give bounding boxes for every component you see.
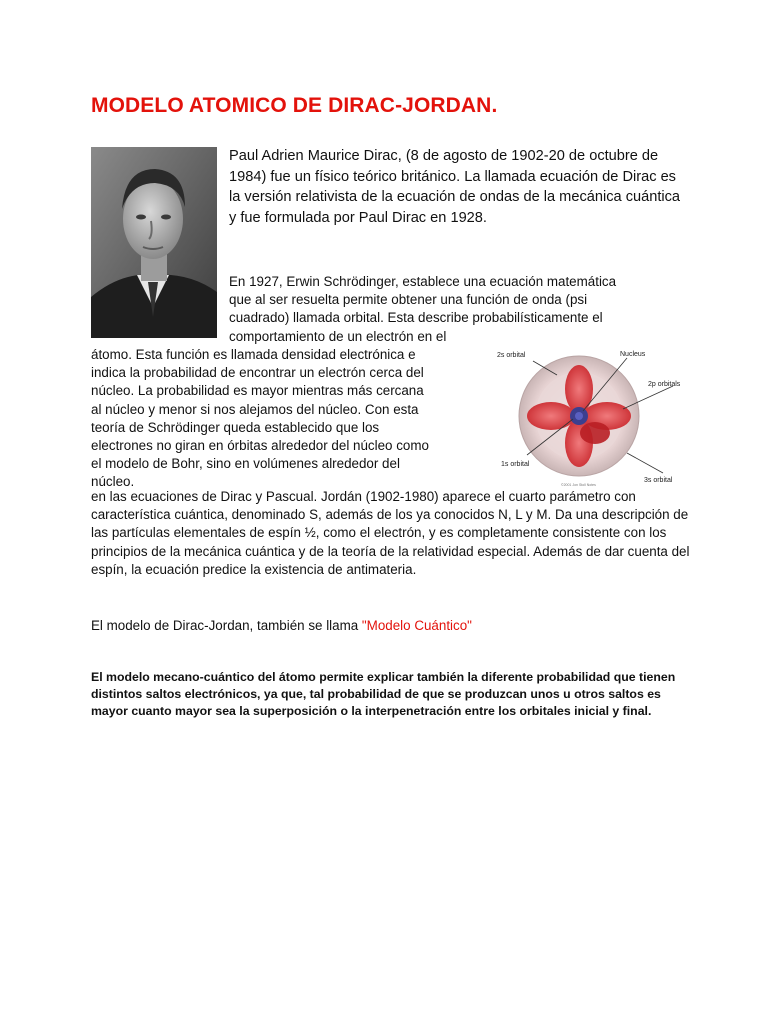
text-line: cuadrado) llamada orbital. Esta describe probabilísticamente el bbox=[229, 310, 603, 326]
also-called-line bbox=[91, 618, 472, 633]
text-line: comportamiento de un electrón en el bbox=[229, 328, 447, 344]
label-1s-orbital: 1s orbital bbox=[501, 461, 530, 468]
text-line: al núcleo y menor si nos alejamos del núcleo. Con esta bbox=[91, 401, 419, 417]
schrodinger-paragraph-top bbox=[229, 273, 616, 346]
text-line: núcleo. La probabilidad es mayor mientras más cercana bbox=[91, 383, 424, 399]
orbital-lobe bbox=[565, 365, 593, 413]
text-line: electrones no giran en órbitas alrededor del núcleo como bbox=[91, 438, 429, 454]
text-line: núcleo. bbox=[91, 474, 135, 490]
orbital-diagram bbox=[487, 345, 692, 488]
text-line: átomo. Esta función es llamada densidad electrónica e bbox=[91, 347, 416, 362]
also-called-text: El modelo de Dirac-Jordan, también se llama bbox=[91, 618, 362, 633]
bold-paragraph: El modelo mecano-cuántico del átomo permite explicar también la diferente probabilidad que tienen distintos saltos electrónicos, ya que, tal probabilidad de que se produzcan unos u otros saltos es mayor cuanto mayor sea la superposición o la interpenetración entre los orbitales inicial y final. bbox=[91, 670, 676, 718]
orbital-lobe bbox=[527, 402, 575, 430]
text-line: teoría de Schrödinger queda establecido que los bbox=[91, 419, 380, 435]
image-credit: ©2001 Jon Stoll Notes bbox=[561, 483, 596, 487]
text-line: En 1927, Erwin Schrödinger, establece una ecuación matemática bbox=[229, 274, 617, 289]
label-2p-orbitals: 2p orbitals bbox=[648, 381, 681, 388]
text-line: el modelo de Bohr, sino en volúmenes alrededor del bbox=[91, 456, 400, 472]
text-line: que al ser resuelta permite obtener una función de onda (psi bbox=[229, 292, 588, 308]
modelo-cuantico-highlight: "Modelo Cuántico" bbox=[361, 618, 472, 633]
portrait-photo bbox=[91, 147, 217, 338]
label-2s-orbital: 2s orbital bbox=[497, 352, 526, 359]
label-nucleus: Nucleus bbox=[620, 351, 646, 358]
intro-paragraph: Paul Adrien Maurice Dirac, (8 de agosto de 1902-20 de octubre de 1984) fue un físico teórico británico. La llamada ecuación de Dirac es la versión relativista de la ecuación de ondas de la mecánica cuántica y fue formulada por Paul Dirac en 1928. bbox=[229, 148, 681, 226]
label-3s-orbital: 3s orbital bbox=[644, 477, 673, 484]
dirac-pascual-paragraph: en las ecuaciones de Dirac y Pascual. Jordán (1902-1980) aparece el cuarto parámetro con característica cuántica, denominado S, además de los ya conocidos N, L y M. Da una descripción de las partículas elementales de espín ½, como el electrón, y es completamente consistente con los principios de la mecánica cuántica y de la teoría de la relatividad especial. Además de dar cuenta del espín, la ecuación predice la existencia de antimateria. bbox=[91, 489, 690, 577]
schrodinger-paragraph-bottom bbox=[91, 346, 429, 492]
text-line: indica la probabilidad de encontrar un electrón cerca del bbox=[91, 365, 424, 381]
orbital-lobe bbox=[580, 422, 610, 444]
page-title: MODELO ATOMICO DE DIRAC-JORDAN. bbox=[91, 94, 498, 117]
